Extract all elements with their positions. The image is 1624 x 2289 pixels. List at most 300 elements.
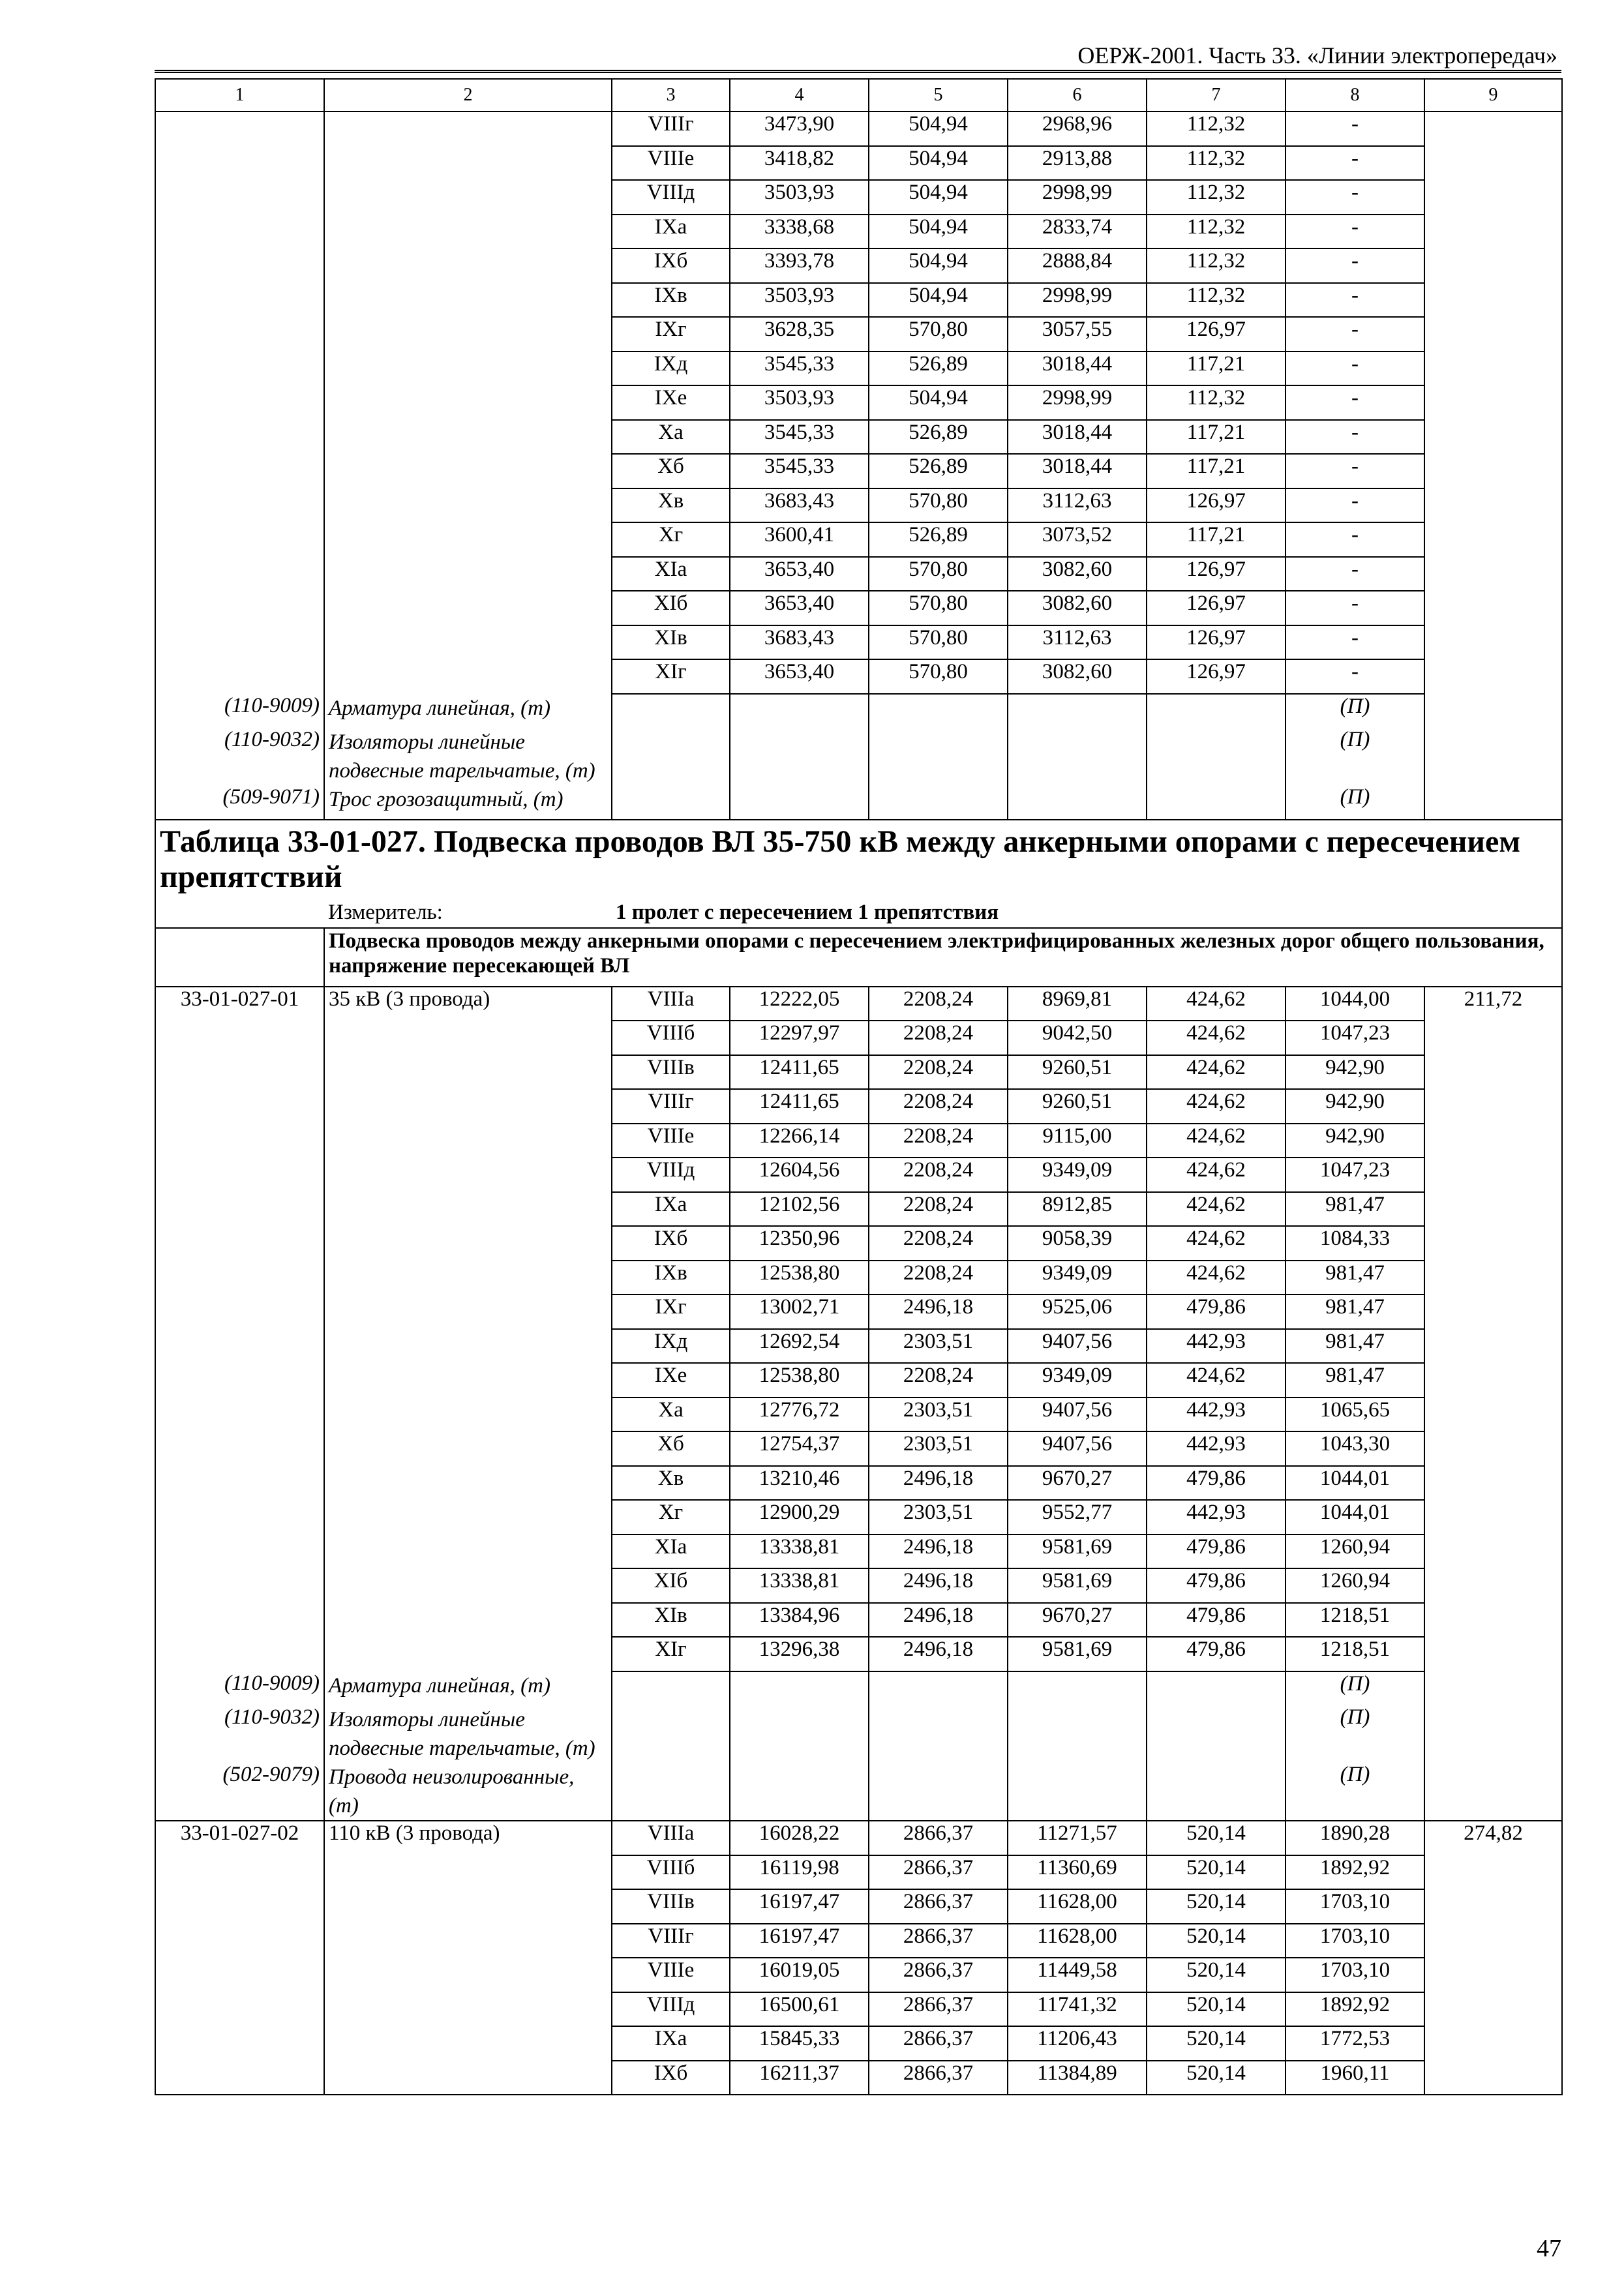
resource-mark: (П) bbox=[1286, 694, 1424, 728]
page-header: ОЕРЖ-2001. Часть 33. «Линии электропередач» bbox=[155, 38, 1561, 73]
table-cell: 504,94 bbox=[869, 215, 1008, 249]
table-cell bbox=[1424, 1568, 1562, 1603]
table-cell: 12538,80 bbox=[730, 1363, 869, 1398]
code-cell bbox=[155, 112, 324, 146]
table-cell bbox=[155, 1534, 324, 1569]
table-cell: - bbox=[1286, 180, 1424, 215]
table-cell: 570,80 bbox=[869, 317, 1008, 352]
table-row bbox=[155, 1261, 1562, 1295]
table-cell bbox=[155, 1992, 324, 2027]
table-cell bbox=[1424, 1158, 1562, 1192]
table-cell bbox=[324, 1637, 612, 1671]
table-cell bbox=[730, 1671, 869, 1706]
resource-mark: (П) bbox=[1286, 1763, 1424, 1821]
column-header: 3 bbox=[612, 79, 730, 112]
table-cell: 3683,43 bbox=[730, 488, 869, 523]
table-row bbox=[155, 352, 1562, 386]
table-cell: 2888,84 bbox=[1008, 248, 1147, 283]
table-cell: Xа bbox=[612, 420, 730, 455]
table-cell: 3073,52 bbox=[1008, 522, 1147, 557]
table-cell bbox=[324, 1261, 612, 1295]
table-cell: 504,94 bbox=[869, 112, 1008, 146]
column-header: 5 bbox=[869, 79, 1008, 112]
table-cell bbox=[1008, 694, 1147, 728]
table-cell bbox=[1424, 1363, 1562, 1398]
table-cell: 2998,99 bbox=[1008, 385, 1147, 420]
table-cell bbox=[1424, 1637, 1562, 1671]
table-cell: 1892,92 bbox=[1286, 1992, 1424, 2027]
table-cell: 12411,65 bbox=[730, 1055, 869, 1090]
table-cell: VIIIб bbox=[612, 1855, 730, 1890]
table-cell bbox=[324, 1466, 612, 1501]
table-cell: 479,86 bbox=[1147, 1466, 1286, 1501]
name-cell bbox=[324, 488, 612, 523]
table-cell: 3112,63 bbox=[1008, 488, 1147, 523]
table-cell bbox=[1424, 1500, 1562, 1534]
table-cell bbox=[612, 1763, 730, 1821]
table-cell: IXв bbox=[612, 283, 730, 318]
resource-row bbox=[155, 1763, 1562, 1821]
code-cell bbox=[155, 420, 324, 455]
col9-cell bbox=[1424, 180, 1562, 215]
col9-cell bbox=[1424, 215, 1562, 249]
table-cell bbox=[730, 694, 869, 728]
table-cell bbox=[1008, 785, 1147, 820]
table-cell: 2496,18 bbox=[869, 1603, 1008, 1638]
table-cell: 11384,89 bbox=[1008, 2061, 1147, 2095]
table-cell: 13338,81 bbox=[730, 1534, 869, 1569]
table-cell: 442,93 bbox=[1147, 1329, 1286, 1364]
resource-code: (110-9032) bbox=[155, 728, 324, 785]
table-cell: XIа bbox=[612, 1534, 730, 1569]
table-cell: 2866,37 bbox=[869, 1889, 1008, 1924]
table-cell: 9525,06 bbox=[1008, 1294, 1147, 1329]
table-cell: 424,62 bbox=[1147, 1055, 1286, 1090]
name-cell bbox=[324, 112, 612, 146]
table-cell bbox=[1147, 728, 1286, 785]
table-cell: 2866,37 bbox=[869, 1924, 1008, 1958]
col9-cell bbox=[1424, 522, 1562, 557]
table-row bbox=[155, 987, 1562, 1021]
table-cell: 2208,24 bbox=[869, 1363, 1008, 1398]
table-cell: 8912,85 bbox=[1008, 1192, 1147, 1227]
resource-name: Арматура линейная, (т) bbox=[324, 694, 612, 728]
table-row bbox=[155, 1294, 1562, 1329]
table-cell bbox=[1424, 1124, 1562, 1158]
table-cell bbox=[155, 1855, 324, 1890]
col9-cell bbox=[1424, 659, 1562, 694]
resource-mark: (П) bbox=[1286, 1705, 1424, 1763]
table-cell: 2496,18 bbox=[869, 1294, 1008, 1329]
table-row bbox=[155, 385, 1562, 420]
resource-code: (502-9079) bbox=[155, 1763, 324, 1821]
table-cell: 12350,96 bbox=[730, 1226, 869, 1261]
table-cell: 9260,51 bbox=[1008, 1055, 1147, 1090]
table-cell: 479,86 bbox=[1147, 1637, 1286, 1671]
table-cell: XIб bbox=[612, 591, 730, 625]
table-cell bbox=[612, 728, 730, 785]
table-cell: 12538,80 bbox=[730, 1261, 869, 1295]
table-cell: 2208,24 bbox=[869, 1124, 1008, 1158]
table-row bbox=[155, 1500, 1562, 1534]
table-cell: 1892,92 bbox=[1286, 1855, 1424, 1890]
table-cell bbox=[324, 2061, 612, 2095]
table-cell: 12604,56 bbox=[730, 1158, 869, 1192]
table-cell bbox=[1424, 1603, 1562, 1638]
table-cell bbox=[1424, 1671, 1562, 1706]
col9-cell bbox=[1424, 248, 1562, 283]
table-cell: XIв bbox=[612, 1603, 730, 1638]
name-cell bbox=[324, 591, 612, 625]
table-cell: VIIIв bbox=[612, 1889, 730, 1924]
code-cell bbox=[155, 215, 324, 249]
code-cell bbox=[155, 385, 324, 420]
table-cell: 3628,35 bbox=[730, 317, 869, 352]
table-cell bbox=[155, 1958, 324, 1992]
table-cell bbox=[1424, 728, 1562, 785]
table-row bbox=[155, 1398, 1562, 1432]
table-cell: 112,32 bbox=[1147, 180, 1286, 215]
table-cell: 12754,37 bbox=[730, 1431, 869, 1466]
table-cell: 3112,63 bbox=[1008, 625, 1147, 660]
column-header: 7 bbox=[1147, 79, 1286, 112]
table-cell: 3473,90 bbox=[730, 112, 869, 146]
table-cell: - bbox=[1286, 215, 1424, 249]
table-cell: 11206,43 bbox=[1008, 2026, 1147, 2061]
table-cell bbox=[155, 1261, 324, 1295]
table-cell bbox=[155, 1055, 324, 1090]
table-cell bbox=[1424, 1763, 1562, 1821]
table-cell bbox=[324, 1021, 612, 1055]
table-cell: 11741,32 bbox=[1008, 1992, 1147, 2027]
table-cell: 2208,24 bbox=[869, 1226, 1008, 1261]
table-row bbox=[155, 557, 1562, 591]
table-cell: 2913,88 bbox=[1008, 146, 1147, 181]
table-cell: 1890,28 bbox=[1286, 1821, 1424, 1855]
table-cell bbox=[155, 1924, 324, 1958]
table-cell bbox=[324, 1398, 612, 1432]
table-cell bbox=[1424, 1431, 1562, 1466]
table-cell: 117,21 bbox=[1147, 420, 1286, 455]
table-row bbox=[155, 488, 1562, 523]
col9-cell bbox=[1424, 112, 1562, 146]
table-cell bbox=[1424, 1055, 1562, 1090]
table-cell: 112,32 bbox=[1147, 112, 1286, 146]
subtitle-row bbox=[155, 928, 1562, 987]
name-cell bbox=[324, 180, 612, 215]
table-row bbox=[155, 1637, 1562, 1671]
table-cell bbox=[869, 1705, 1008, 1763]
table-cell: - bbox=[1286, 591, 1424, 625]
table-cell: IXб bbox=[612, 248, 730, 283]
table-cell: IXа bbox=[612, 2026, 730, 2061]
table-cell bbox=[1424, 1466, 1562, 1501]
table-cell: 1772,53 bbox=[1286, 2026, 1424, 2061]
table-row bbox=[155, 112, 1562, 146]
table-cell bbox=[324, 1329, 612, 1364]
col9-cell bbox=[1424, 385, 1562, 420]
table-cell: 126,97 bbox=[1147, 317, 1286, 352]
table-cell bbox=[155, 1398, 324, 1432]
table-cell bbox=[1008, 1671, 1147, 1706]
code-cell bbox=[155, 248, 324, 283]
table-cell bbox=[1424, 1534, 1562, 1569]
table-cell: VIIIг bbox=[612, 1924, 730, 1958]
resource-row bbox=[155, 785, 1562, 820]
table-row bbox=[155, 1192, 1562, 1227]
table-cell bbox=[324, 1055, 612, 1090]
table-cell: - bbox=[1286, 659, 1424, 694]
table-cell bbox=[1424, 694, 1562, 728]
table-cell: 3082,60 bbox=[1008, 591, 1147, 625]
table-cell bbox=[869, 728, 1008, 785]
table-cell: 9349,09 bbox=[1008, 1363, 1147, 1398]
table-row bbox=[155, 317, 1562, 352]
table-cell: 12411,65 bbox=[730, 1089, 869, 1124]
table-row bbox=[155, 522, 1562, 557]
table-cell: 2968,96 bbox=[1008, 112, 1147, 146]
table-cell bbox=[1147, 1763, 1286, 1821]
table-cell: 3018,44 bbox=[1008, 420, 1147, 455]
table-cell: 2496,18 bbox=[869, 1534, 1008, 1569]
table-row bbox=[155, 1329, 1562, 1364]
table-cell: 2303,51 bbox=[869, 1500, 1008, 1534]
table-cell bbox=[324, 1192, 612, 1227]
table-cell: IXе bbox=[612, 385, 730, 420]
section-subtitle: Подвеска проводов между анкерными опорами с пересечением электрифицированных железных дорог общего пользования, напряжение пересекающей ВЛ bbox=[324, 928, 1562, 987]
table-cell: 3018,44 bbox=[1008, 454, 1147, 488]
table-cell: 1044,01 bbox=[1286, 1500, 1424, 1534]
table-cell: 570,80 bbox=[869, 625, 1008, 660]
table-cell: Xб bbox=[612, 1431, 730, 1466]
name-cell bbox=[324, 522, 612, 557]
table-cell: 479,86 bbox=[1147, 1294, 1286, 1329]
table-cell bbox=[612, 785, 730, 820]
table-cell: 526,89 bbox=[869, 420, 1008, 455]
table-cell: IXв bbox=[612, 1261, 730, 1295]
table-cell: Xа bbox=[612, 1398, 730, 1432]
resource-name: Трос грозозащитный, (т) bbox=[324, 785, 612, 820]
table-cell: VIIIа bbox=[612, 987, 730, 1021]
table-cell bbox=[155, 1329, 324, 1364]
resource-row bbox=[155, 728, 1562, 785]
table-cell bbox=[1008, 1763, 1147, 1821]
table-cell bbox=[1147, 785, 1286, 820]
table-cell bbox=[869, 1671, 1008, 1706]
table-cell: 9115,00 bbox=[1008, 1124, 1147, 1158]
table-cell: 112,32 bbox=[1147, 146, 1286, 181]
table-cell: 3653,40 bbox=[730, 659, 869, 694]
table-cell: IXб bbox=[612, 2061, 730, 2095]
resource-mark: (П) bbox=[1286, 728, 1424, 785]
code-cell bbox=[155, 522, 324, 557]
table-cell: 2866,37 bbox=[869, 2061, 1008, 2095]
table-cell bbox=[155, 1568, 324, 1603]
code-cell bbox=[155, 180, 324, 215]
table-cell: 11628,00 bbox=[1008, 1889, 1147, 1924]
table-row bbox=[155, 1855, 1562, 1890]
rates-table bbox=[155, 78, 1563, 2095]
table-cell bbox=[324, 1226, 612, 1261]
table-row bbox=[155, 1055, 1562, 1090]
table-row bbox=[155, 1158, 1562, 1192]
table-cell: Xв bbox=[612, 1466, 730, 1501]
table-cell bbox=[155, 1431, 324, 1466]
table-cell: 12900,29 bbox=[730, 1500, 869, 1534]
code-cell bbox=[155, 659, 324, 694]
table-cell bbox=[1008, 1705, 1147, 1763]
table-cell: IXа bbox=[612, 215, 730, 249]
table-cell: 479,86 bbox=[1147, 1534, 1286, 1569]
table-cell: 520,14 bbox=[1147, 1889, 1286, 1924]
table-cell: 11360,69 bbox=[1008, 1855, 1147, 1890]
table-cell bbox=[1147, 694, 1286, 728]
item-name: 110 кВ (3 провода) bbox=[324, 1821, 612, 1855]
table-cell: - bbox=[1286, 625, 1424, 660]
name-cell bbox=[324, 146, 612, 181]
table-cell: 570,80 bbox=[869, 659, 1008, 694]
table-cell: 2208,24 bbox=[869, 987, 1008, 1021]
table-cell: 11628,00 bbox=[1008, 1924, 1147, 1958]
table-cell bbox=[1424, 1705, 1562, 1763]
table-cell bbox=[730, 1705, 869, 1763]
table-cell bbox=[155, 1089, 324, 1124]
table-row bbox=[155, 659, 1562, 694]
table-cell: 520,14 bbox=[1147, 2026, 1286, 2061]
table-cell: VIIIа bbox=[612, 1821, 730, 1855]
table-cell: 2496,18 bbox=[869, 1466, 1008, 1501]
table-row bbox=[155, 1363, 1562, 1398]
table-cell: 2208,24 bbox=[869, 1021, 1008, 1055]
table-cell bbox=[324, 1124, 612, 1158]
resource-code: (110-9009) bbox=[155, 1671, 324, 1706]
table-cell bbox=[324, 1363, 612, 1398]
table-cell: 2303,51 bbox=[869, 1431, 1008, 1466]
table-cell bbox=[324, 1924, 612, 1958]
table-cell: 2866,37 bbox=[869, 1821, 1008, 1855]
table-cell: 126,97 bbox=[1147, 488, 1286, 523]
table-cell: 9042,50 bbox=[1008, 1021, 1147, 1055]
table-cell: 126,97 bbox=[1147, 659, 1286, 694]
resource-code: (509-9071) bbox=[155, 785, 324, 820]
table-cell: 3057,55 bbox=[1008, 317, 1147, 352]
table-cell: 126,97 bbox=[1147, 625, 1286, 660]
table-cell bbox=[155, 1889, 324, 1924]
table-cell bbox=[1424, 1294, 1562, 1329]
table-cell: - bbox=[1286, 557, 1424, 591]
table-cell bbox=[155, 1500, 324, 1534]
table-cell: 520,14 bbox=[1147, 1821, 1286, 1855]
code-cell bbox=[155, 352, 324, 386]
table-cell: 12297,97 bbox=[730, 1021, 869, 1055]
name-cell bbox=[324, 215, 612, 249]
table-cell: 16119,98 bbox=[730, 1855, 869, 1890]
table-cell: 16028,22 bbox=[730, 1821, 869, 1855]
table-cell: IXг bbox=[612, 1294, 730, 1329]
table-cell: XIа bbox=[612, 557, 730, 591]
name-cell bbox=[324, 352, 612, 386]
table-row bbox=[155, 625, 1562, 660]
column-header: 4 bbox=[730, 79, 869, 112]
table-cell: 3653,40 bbox=[730, 557, 869, 591]
table-cell: 13338,81 bbox=[730, 1568, 869, 1603]
table-cell bbox=[1424, 1226, 1562, 1261]
item-code: 33-01-027-02 bbox=[155, 1821, 324, 1855]
table-cell: IXб bbox=[612, 1226, 730, 1261]
table-cell: 9581,69 bbox=[1008, 1637, 1147, 1671]
measure-row bbox=[155, 899, 1562, 928]
table-cell: 981,47 bbox=[1286, 1363, 1424, 1398]
table-row bbox=[155, 1821, 1562, 1855]
table-cell: 12692,54 bbox=[730, 1329, 869, 1364]
table-cell: 12222,05 bbox=[730, 987, 869, 1021]
table-row bbox=[155, 1089, 1562, 1124]
table-cell: 1065,65 bbox=[1286, 1398, 1424, 1432]
table-row bbox=[155, 1889, 1562, 1924]
table-cell bbox=[324, 1889, 612, 1924]
table-cell: 117,21 bbox=[1147, 522, 1286, 557]
table-cell bbox=[324, 1958, 612, 1992]
column-header-row bbox=[155, 79, 1562, 112]
table-cell: 981,47 bbox=[1286, 1192, 1424, 1227]
table-cell bbox=[1424, 1992, 1562, 2027]
table-cell bbox=[324, 1431, 612, 1466]
table-cell: 126,97 bbox=[1147, 557, 1286, 591]
table-cell: - bbox=[1286, 488, 1424, 523]
table-cell bbox=[1424, 1089, 1562, 1124]
name-cell bbox=[324, 625, 612, 660]
table-cell: 570,80 bbox=[869, 591, 1008, 625]
table-cell bbox=[730, 1763, 869, 1821]
table-cell: XIв bbox=[612, 625, 730, 660]
code-cell bbox=[155, 454, 324, 488]
table-cell: Xв bbox=[612, 488, 730, 523]
table-row bbox=[155, 1568, 1562, 1603]
table-cell bbox=[1424, 1021, 1562, 1055]
col9-cell bbox=[1424, 420, 1562, 455]
table-cell bbox=[324, 1855, 612, 1890]
table-cell bbox=[1424, 1924, 1562, 1958]
table-row bbox=[155, 1226, 1562, 1261]
table-cell: 520,14 bbox=[1147, 1924, 1286, 1958]
table-cell: IXа bbox=[612, 1192, 730, 1227]
table-cell bbox=[155, 1466, 324, 1501]
table-cell: 3503,93 bbox=[730, 180, 869, 215]
table-cell bbox=[1424, 2061, 1562, 2095]
column-header: 6 bbox=[1008, 79, 1147, 112]
table-cell: 1703,10 bbox=[1286, 1924, 1424, 1958]
table-cell: 16211,37 bbox=[730, 2061, 869, 2095]
table-cell: 3082,60 bbox=[1008, 557, 1147, 591]
table-row bbox=[155, 1431, 1562, 1466]
table-cell: 11449,58 bbox=[1008, 1958, 1147, 1992]
code-cell bbox=[155, 488, 324, 523]
table-cell: 9670,27 bbox=[1008, 1466, 1147, 1501]
table-cell: 520,14 bbox=[1147, 2061, 1286, 2095]
table-row bbox=[155, 420, 1562, 455]
resource-row bbox=[155, 1705, 1562, 1763]
table-cell bbox=[1424, 1889, 1562, 1924]
table-cell: 3683,43 bbox=[730, 625, 869, 660]
table-cell: 526,89 bbox=[869, 352, 1008, 386]
table-cell bbox=[1424, 1329, 1562, 1364]
table-cell: VIIIе bbox=[612, 1124, 730, 1158]
table-cell: 11271,57 bbox=[1008, 1821, 1147, 1855]
table-cell: 16500,61 bbox=[730, 1992, 869, 2027]
table-cell: 9670,27 bbox=[1008, 1603, 1147, 1638]
table-cell: 1084,33 bbox=[1286, 1226, 1424, 1261]
table-cell: 942,90 bbox=[1286, 1055, 1424, 1090]
